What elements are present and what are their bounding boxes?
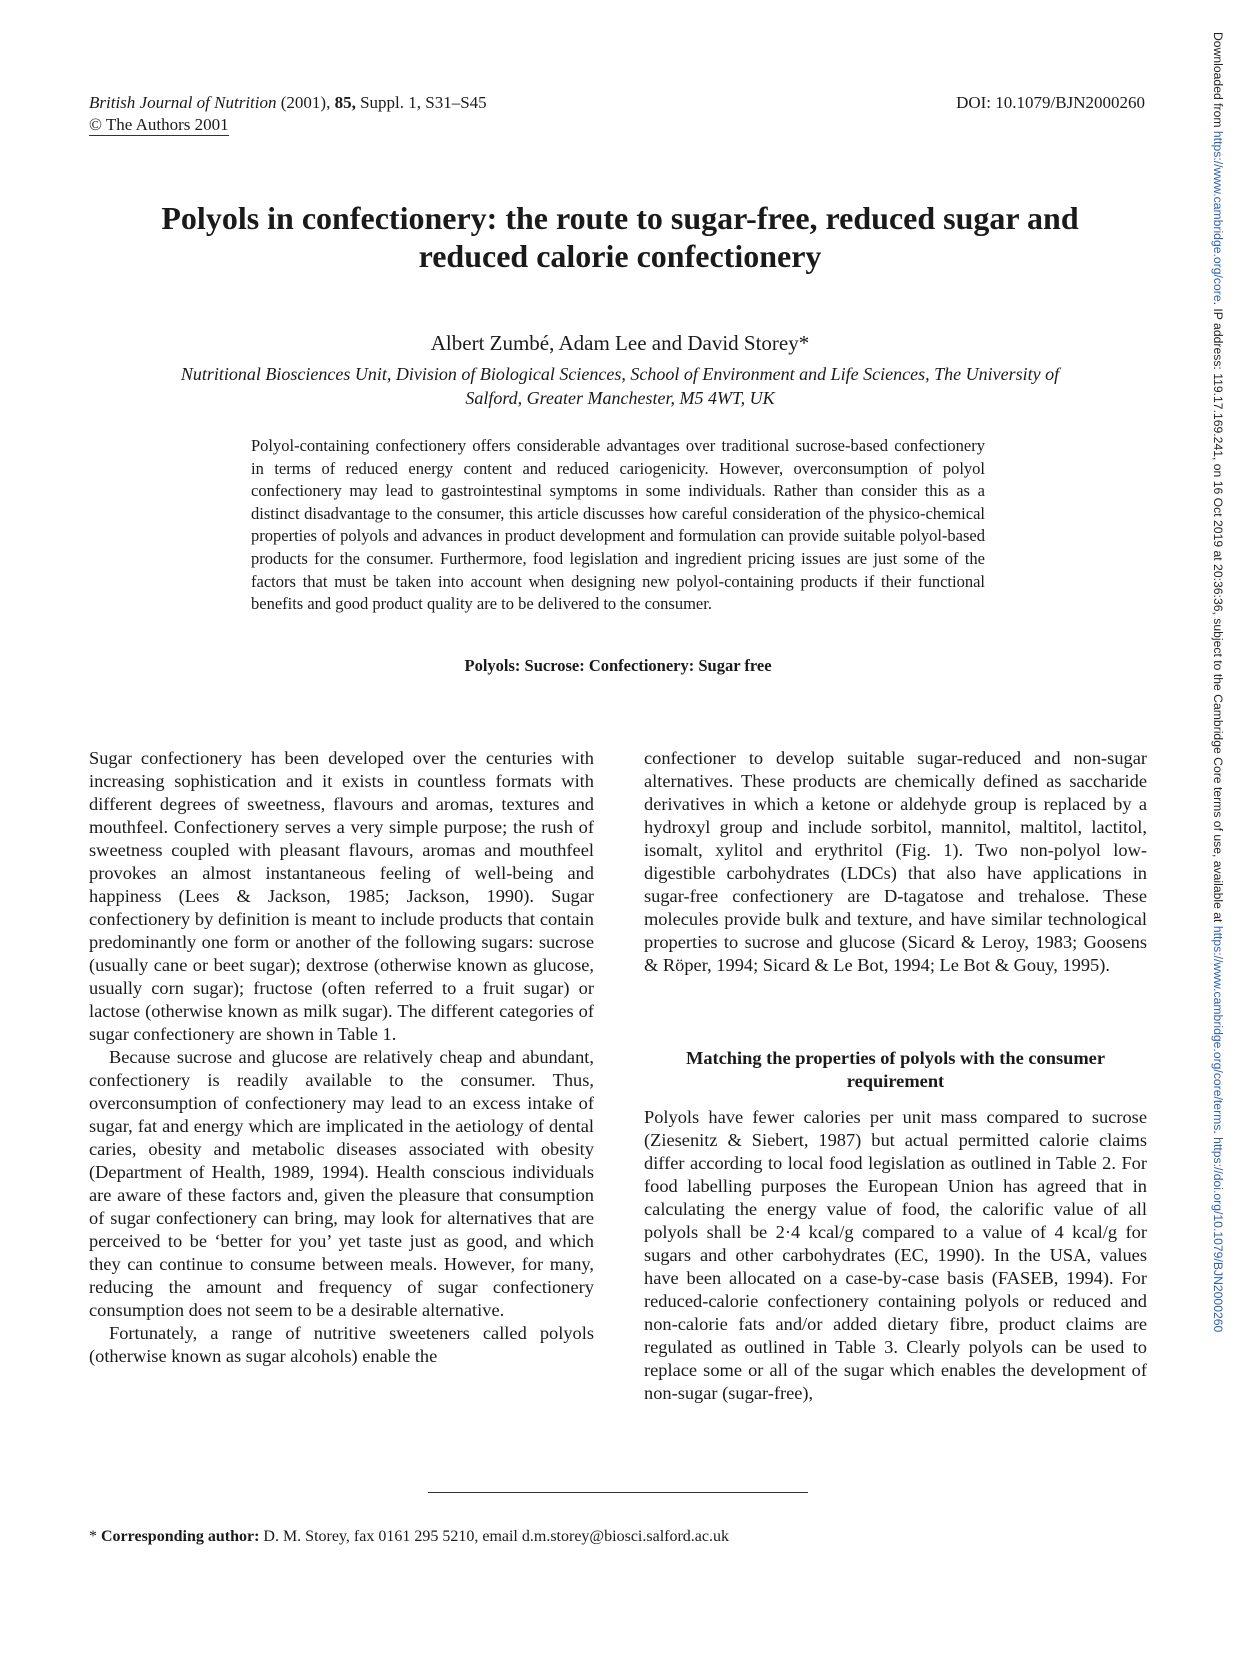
footnote-divider bbox=[428, 1492, 808, 1493]
doi: DOI: 10.1079/BJN2000260 bbox=[956, 93, 1145, 112]
footnote-label: Corresponding author: bbox=[101, 1528, 260, 1545]
notice-text: . IP address: 119.17.169.241, on 16 Oct 2019 at 20:36:36, subject to the Cambridge Core terms of use, available at bbox=[1211, 301, 1225, 926]
body-column-right bbox=[644, 747, 1147, 1405]
footnote-marker: * bbox=[89, 1528, 97, 1545]
body-column-left bbox=[89, 747, 594, 1368]
journal-volume: 85, bbox=[334, 93, 356, 112]
notice-text: . bbox=[1211, 1130, 1225, 1138]
paper-title-line-2: reduced calorie confectionery bbox=[418, 238, 822, 274]
journal-name: British Journal of Nutrition bbox=[89, 93, 277, 112]
journal-year: (2001), bbox=[280, 93, 331, 112]
body-paragraph: Sugar confectionery has been developed over the centuries with increasing sophistication and it exists in countless formats with different degrees of sweetness, flavours and aromas, textures and mouthfeel. Confectionery serves a very simple purpose; the rush of sweetness coupled with pleasant flavours, aromas and mouthfeel provokes an almost instantaneous feeling of well-being and happiness (Lees & Jackson, 1985; Jackson, 1990). Sugar confectionery by definition is meant to include products that contain predominantly one form or another of the following sugars: sucrose (usually cane or beet sugar); dextrose (otherwise known as glucose, usually corn sugar); fructose (often referred to a fruit sugar) or lactose (otherwise known as milk sugar). The different categories of sugar confectionery are shown in Table 1. bbox=[89, 748, 594, 1044]
core-link[interactable]: https://www.cambridge.org/core bbox=[1211, 130, 1225, 302]
author-list: Albert Zumbé, Adam Lee and David Storey* bbox=[430, 331, 810, 355]
body-paragraph: Fortunately, a range of nutritive sweeteners called polyols (otherwise known as sugar alcohols) enable the bbox=[89, 1323, 594, 1366]
notice-text: Downloaded from bbox=[1211, 32, 1225, 131]
terms-link[interactable]: https://www.cambridge.org/core/terms bbox=[1211, 925, 1225, 1131]
copyright-notice: © The Authors 2001 bbox=[89, 115, 229, 134]
doi-link[interactable]: https://doi.org/10.1079/BJN2000260 bbox=[1211, 1137, 1225, 1333]
body-paragraph: Because sucrose and glucose are relatively cheap and abundant, confectionery is readily available to the consumer. Thus, overconsumption of confectionery may lead to an excess intake of sugar, fat and energy which are implicated in the aetiology of dental caries, obesity and metabolic diseases associated with obesity (Department of Health, 1989, 1994). Health conscious individuals are aware of these factors and, given the pleasure that consumption of sugar confectionery can bring, may look for alternatives that are perceived to be ‘better for you’ yet taste just as good, and which they can continue to consume between meals. However, for many, reducing the amount and frequency of sugar confectionery consumption does not seem to be a desirable alternative. bbox=[89, 1047, 594, 1320]
journal-pages: Suppl. 1, S31–S45 bbox=[360, 93, 487, 112]
download-notice bbox=[1211, 32, 1225, 1332]
paper-title bbox=[89, 199, 1151, 275]
affiliation bbox=[89, 362, 1151, 410]
paper-title-line-1: Polyols in confectionery: the route to sugar-free, reduced sugar and bbox=[161, 200, 1079, 236]
affiliation-line-1: Nutritional Biosciences Unit, Division of Biological Sciences, School of Environment and Life Sciences, The University of bbox=[180, 364, 1060, 384]
affiliation-line-2: Salford, Greater Manchester, M5 4WT, UK bbox=[465, 388, 775, 408]
body-paragraph: confectioner to develop suitable sugar-reduced and non-sugar alternatives. These products are chemically defined as saccharide derivatives in which a ketone or aldehyde group is replaced by a hydroxyl group and include sorbitol, mannitol, maltitol, lactitol, isomalt, xylitol and erythritol (Fig. 1). Two non-polyol low-digestible carbohydrates (LDCs) that also have applications in sugar-free confectionery are D-tagatose and trehalose. These molecules provide bulk and texture, and have similar technological properties to sucrose and glucose (Sicard & Leroy, 1983; Goosens & Röper, 1994; Sicard & Le Bot, 1994; Le Bot & Gouy, 1995). bbox=[644, 748, 1147, 975]
body-paragraph: Polyols have fewer calories per unit mass compared to sucrose (Ziesenitz & Siebert, 1987) but actual permitted calorie claims differ according to local food legislation as outlined in Table 2. For food labelling purposes the European Union has agreed that in calculating the energy value of food, the calorific value of all polyols shall be 2·4 kcal/g compared to a value of 4 kcal/g for sugars and other carbohydrates (EC, 1990). In the USA, values have been allocated on a case-by-case basis (FASEB, 1994). For reduced-calorie confectionery containing polyols or reduced and non-calorie fats and/or added dietary fibre, product claims are regulated as outlined in Table 3. Clearly polyols can be used to replace some or all of the sugar which enables the development of non-sugar (sugar-free), bbox=[644, 1107, 1147, 1403]
section-heading: Matching the properties of polyols with the consumer requirement bbox=[685, 1048, 1106, 1091]
footnote-text: D. M. Storey, fax 0161 295 5210, email d.m.storey@biosci.salford.ac.uk bbox=[263, 1528, 730, 1545]
journal-citation bbox=[89, 92, 487, 136]
abstract: Polyol-containing confectionery offers considerable advantages over traditional sucrose-based confectionery in terms of reduced energy content and reduced cariogenicity. However, overconsumption of polyol confectionery may lead to gastrointestinal symptoms in some individuals. Rather than consider this as a distinct disadvantage to the consumer, this article discusses how careful consideration of the physico-chemical properties of polyols and advances in product development and formulation can provide suitable polyol-based products for the consumer. Furthermore, food legislation and ingredient pricing issues are just some of the factors that must be taken into account when designing new polyol-containing products if their functional benefits and good product quality are to be delivered to the consumer. bbox=[251, 436, 985, 614]
footnote bbox=[89, 1527, 729, 1547]
keywords: Polyols: Sucrose: Confectionery: Sugar free bbox=[464, 656, 772, 675]
